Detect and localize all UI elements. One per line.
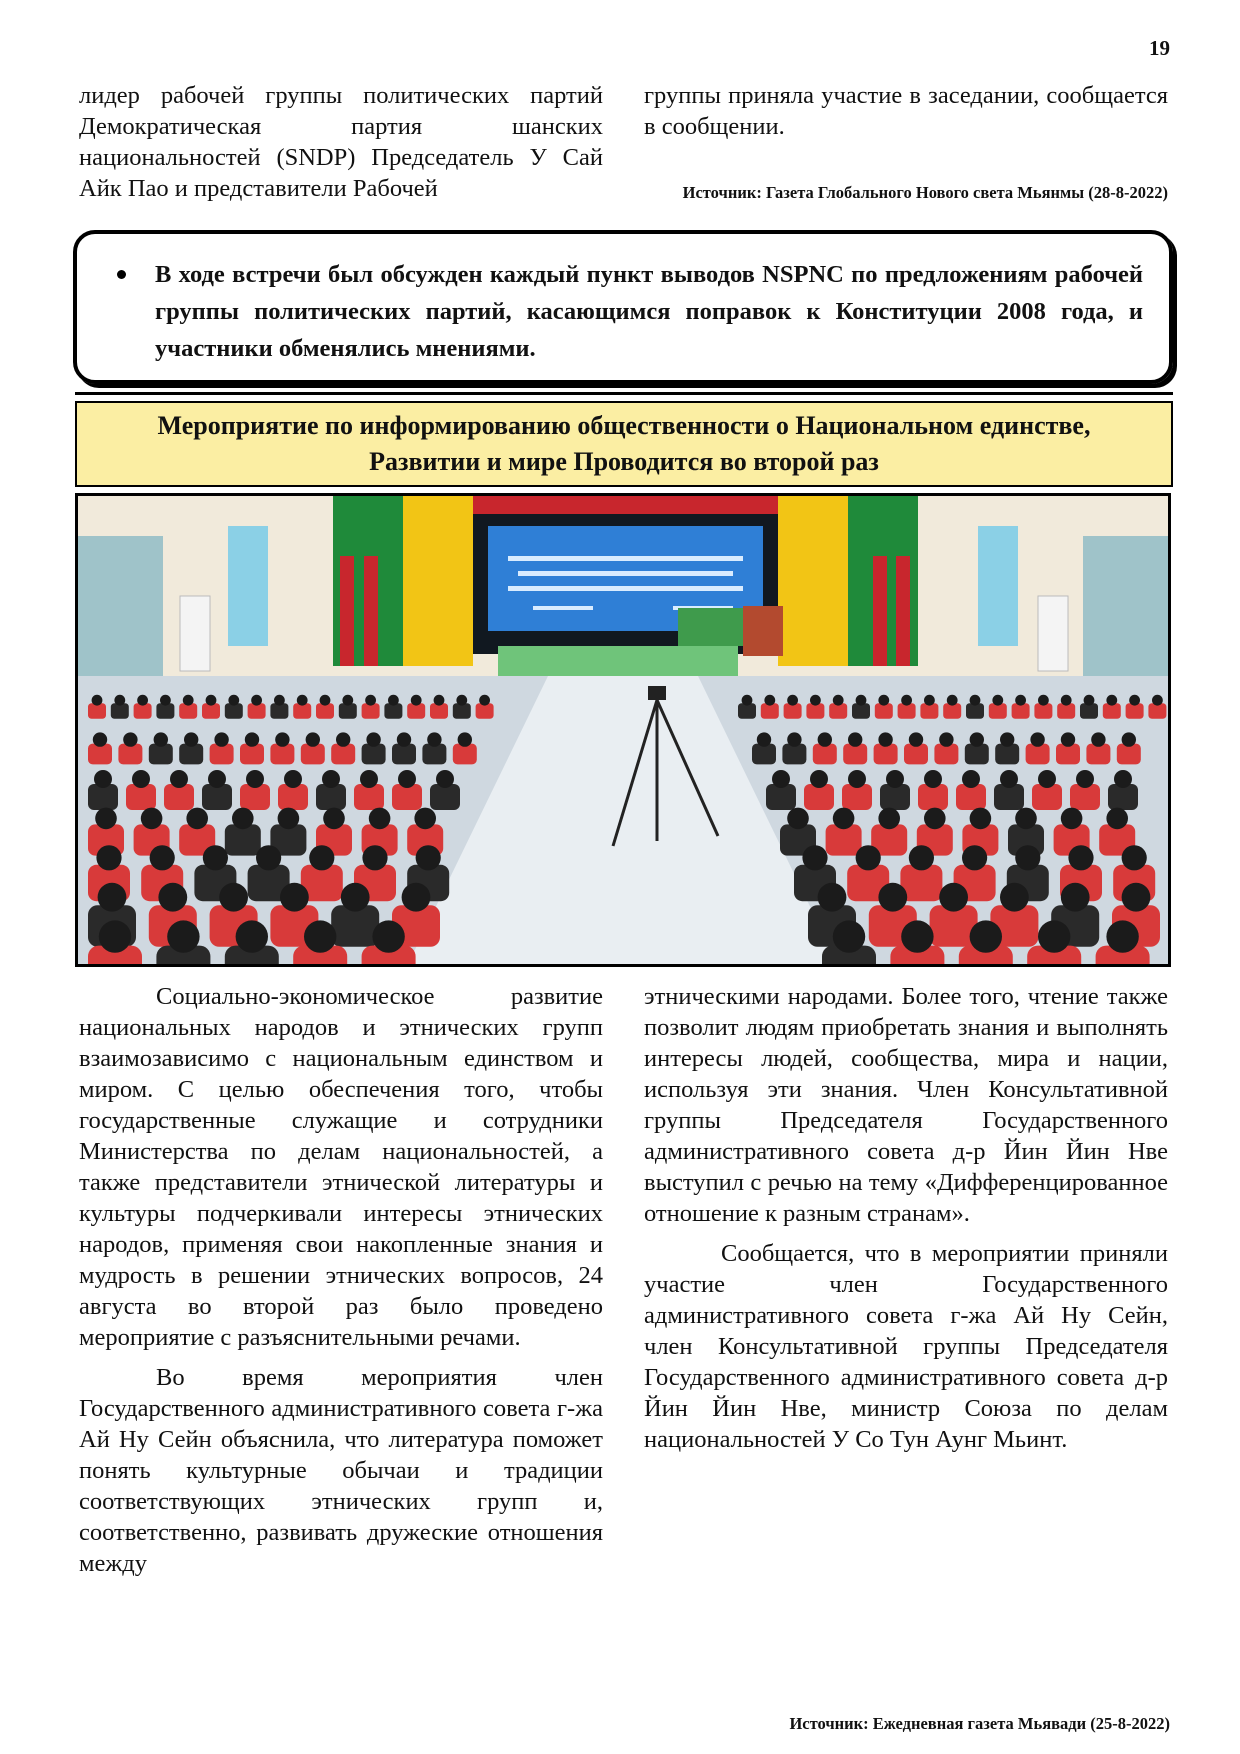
photo-audience-head [278, 808, 300, 830]
photo-audience-head [962, 845, 987, 870]
photo-audience-head [365, 695, 376, 706]
photo-audience-head [924, 695, 935, 706]
photo-audience-head [306, 732, 320, 746]
photo-audience-head [901, 920, 933, 952]
photo-valance [473, 496, 778, 514]
photo-audience-head [436, 770, 454, 788]
photo-audience-head [909, 845, 934, 870]
photo-audience-head [434, 695, 445, 706]
photo-audience-head [94, 770, 112, 788]
photo-audience-head [1000, 732, 1014, 746]
photo-audience-head [802, 845, 827, 870]
photo-audience-head [402, 883, 431, 912]
photo-audience-head [1038, 695, 1049, 706]
photo-audience-head [818, 732, 832, 746]
article-left-paragraph-2: Во время мероприятия член Государственного административного совета г-жа Ай Ну Сейн объяснила, что литература поможет понять культурные обычаи и традиции соответствующих этнических групп и, соответственно, развивать дружеские отношения между [79, 1364, 603, 1577]
photo-audience-head [186, 808, 208, 830]
photo-audience-head [1122, 883, 1151, 912]
photo-audience-head [309, 845, 334, 870]
summary-list [131, 256, 1143, 367]
photo-audience-head [458, 732, 472, 746]
photo-audience-head [833, 920, 865, 952]
photo-audience-head [992, 695, 1003, 706]
photo-audience-head [878, 695, 889, 706]
photo-audience-head [1038, 920, 1070, 952]
photo-audience-head [322, 770, 340, 788]
photo-screen-text-line [533, 606, 593, 610]
photo-window-left [228, 526, 268, 646]
bullet-icon [117, 270, 126, 279]
photo-screen-text-line [518, 571, 733, 576]
photo-audience-head [886, 770, 904, 788]
photo-audience-head [1152, 695, 1163, 706]
photo-audience-head [158, 883, 187, 912]
photo-audience-head [970, 808, 992, 830]
photo-air-conditioner-left [180, 596, 210, 671]
photo-audience-head [150, 845, 175, 870]
photo-audience-head [360, 770, 378, 788]
photo-audience-head [95, 808, 117, 830]
source-citation-top: Источник: Газета Глобального Нового света Мьянмы (28-8-2022) [682, 183, 1168, 202]
photo-audience-head [1122, 732, 1136, 746]
photo-audience-head [1106, 808, 1128, 830]
photo-curtain-right-yellow [778, 496, 848, 666]
headline-box [75, 401, 1173, 487]
photo-audience-head [818, 883, 847, 912]
photo-audience-head [1068, 845, 1093, 870]
photo-audience-head [336, 732, 350, 746]
event-hall-photo [75, 493, 1171, 967]
photo-audience-head [137, 695, 148, 706]
summary-bullet-text: В ходе встречи был обсужден каждый пункт выводов NSPNC по предложениям рабочей группы политических партий, касающимся поправок к Конституции 2008 года, и участники обменялись мнениями. [155, 261, 1143, 362]
photo-audience-head [1061, 695, 1072, 706]
photo-audience-head [1000, 883, 1029, 912]
photo-audience-head [141, 808, 163, 830]
photo-audience-head [939, 883, 968, 912]
photo-screen-text-line [508, 556, 743, 561]
article-right-column [644, 981, 1168, 1455]
photo-audience-head [1061, 808, 1083, 830]
photo-podium [743, 606, 783, 656]
photo-audience-head [167, 920, 199, 952]
page-number: 19 [1149, 36, 1170, 60]
photo-audience-head [970, 695, 981, 706]
photo-audience-head [947, 695, 958, 706]
photo-audience-head [878, 883, 907, 912]
photo-audience-head [909, 732, 923, 746]
photo-audience-head [114, 695, 125, 706]
photo-audience-head [1015, 808, 1037, 830]
photo-audience-head [397, 732, 411, 746]
top-right-paragraph: группы приняла участие в заседании, сообщается в сообщении. [644, 82, 1168, 140]
photo-audience-head [1000, 770, 1018, 788]
photo-audience-head [848, 770, 866, 788]
photo-side-table [678, 608, 743, 646]
photo-audience-head [833, 695, 844, 706]
photo-audience-head [154, 732, 168, 746]
photo-audience-head [132, 770, 150, 788]
photo-audience-head [970, 732, 984, 746]
article-right-paragraph-2: Сообщается, что в мероприятии приняли участие член Государственного административного совета г-жа Ай Ну Сейн, член Консультативной группы Председателя Государственного административного совета д-р Йин Йин Нве, министр Союза по делам национальностей У Со Тун Аунг Мьинт. [644, 1240, 1168, 1453]
photo-audience-head [280, 883, 309, 912]
photo-audience-head [856, 695, 867, 706]
photo-audience-head [772, 770, 790, 788]
photo-audience-head [1091, 732, 1105, 746]
photo-audience-head [184, 732, 198, 746]
photo-screen-text-line [508, 586, 743, 591]
photo-audience-head [246, 770, 264, 788]
top-left-column [79, 80, 603, 204]
photo-audience-head [1015, 845, 1040, 870]
photo-audience-head [1122, 845, 1147, 870]
photo-audience-head [479, 695, 490, 706]
photo-audience-head [787, 732, 801, 746]
photo-audience-head [251, 695, 262, 706]
photo-air-conditioner-right [1038, 596, 1068, 671]
photo-audience-head [787, 808, 809, 830]
photo-audience-head [1015, 695, 1026, 706]
photo-audience-head [962, 770, 980, 788]
photo-curtain-left-yellow [403, 496, 473, 666]
photo-audience-head [342, 695, 353, 706]
photo-audience-head [203, 845, 228, 870]
photo-audience-head [232, 808, 254, 830]
photo-audience-head [320, 695, 331, 706]
photo-audience-head [284, 770, 302, 788]
photo-audience-head [92, 695, 103, 706]
photo-audience-head [1129, 695, 1140, 706]
photo-audience-head [219, 883, 248, 912]
photo-audience-head [369, 808, 391, 830]
photo-audience-head [366, 732, 380, 746]
photo-audience-head [206, 695, 217, 706]
photo-audience-head [98, 883, 127, 912]
photo-audience-head [810, 695, 821, 706]
photo-audience-head [362, 845, 387, 870]
photo-audience-head [170, 770, 188, 788]
photo-audience-head [833, 808, 855, 830]
photo-audience-head [878, 732, 892, 746]
photo-audience-head [970, 920, 1002, 952]
photo-audience-head [1106, 920, 1138, 952]
photo-audience-head [398, 770, 416, 788]
photo-audience-head [160, 695, 171, 706]
photo-audience-head [939, 732, 953, 746]
photo-audience-head [96, 845, 121, 870]
photo-audience-head [757, 732, 771, 746]
photo-audience-head [810, 770, 828, 788]
photo-audience-head [1106, 695, 1117, 706]
photo-audience-head [1061, 883, 1090, 912]
photo-audience-head [427, 732, 441, 746]
photo-audience-head [924, 808, 946, 830]
photo-audience-head [411, 695, 422, 706]
photo-audience-head [99, 920, 131, 952]
photo-audience-head [1061, 732, 1075, 746]
photo-audience-head [256, 845, 281, 870]
photo-audience-head [304, 920, 336, 952]
photo-audience-head [1084, 695, 1095, 706]
photo-audience-head [228, 695, 239, 706]
article-left-paragraph-1: Социально-экономическое развитие национальных народов и этнических групп взаимозависимо с национальным единством и миром. С целью обеспечения того, чтобы государственные служащие и сотрудники Министерства по делам национальностей, а также представители этнической литературы и культуры подчеркивали интересы этнических народов, применяя свои накопленные знания и мудрость в решении этнических вопросов, 24 августа во второй раз было проведено мероприятие с разъяснительными речами. [79, 983, 603, 1351]
photo-window-right [978, 526, 1018, 646]
photo-audience-head [274, 695, 285, 706]
top-right-column [644, 80, 1168, 142]
photo-audience-head [323, 808, 345, 830]
photo-audience-head [208, 770, 226, 788]
photo-audience-head [414, 808, 436, 830]
photo-audience-head [93, 732, 107, 746]
photo-audience-head [275, 732, 289, 746]
photo-audience-head [856, 845, 881, 870]
source-citation-bottom: Источник: Ежедневная газета Мьявади (25-8-2022) [789, 1714, 1170, 1733]
photo-audience-head [924, 770, 942, 788]
photo-audience-head [787, 695, 798, 706]
photo-audience-head [1114, 770, 1132, 788]
summary-box [73, 230, 1173, 384]
article-headline: Мероприятие по информированию общественности о Национальном единстве, Развитии и мире Проводится во второй раз [157, 411, 1091, 476]
event-hall-photo-illustration [78, 496, 1168, 964]
photo-audience-head [297, 695, 308, 706]
section-divider [75, 392, 1173, 395]
photo-audience-head [901, 695, 912, 706]
article-left-column [79, 981, 603, 1579]
photo-audience-head [123, 732, 137, 746]
top-left-paragraph: лидер рабочей группы политических партий Демократическая партия шанских национальностей (SNDP) Председатель У Сай Айк Пао и представители Рабочей [79, 82, 603, 202]
photo-audience-head [1038, 770, 1056, 788]
summary-bullet-item [155, 256, 1143, 367]
photo-audience-head [388, 695, 399, 706]
photo-audience-head [878, 808, 900, 830]
photo-audience-head [764, 695, 775, 706]
photo-audience-head [372, 920, 404, 952]
photo-audience-head [214, 732, 228, 746]
photo-audience-head [1030, 732, 1044, 746]
photo-audience-head [456, 695, 467, 706]
photo-audience-head [183, 695, 194, 706]
photo-audience-head [341, 883, 370, 912]
photo-audience-head [1076, 770, 1094, 788]
photo-audience-head [236, 920, 268, 952]
photo-audience-head [416, 845, 441, 870]
photo-audience-head [245, 732, 259, 746]
photo-audience-head [742, 695, 753, 706]
article-right-paragraph-1: этническими народами. Более того, чтение также позволит людям приобретать знания и выполнять интересы людей, сообщества, мира и нации, используя эти знания. Член Консультативной группы Председателя Государственного административного совета д-р Йин Йин Нве выступил с речью на тему «Дифференцированное отношение к разным странам». [644, 983, 1168, 1227]
photo-audience-head [848, 732, 862, 746]
